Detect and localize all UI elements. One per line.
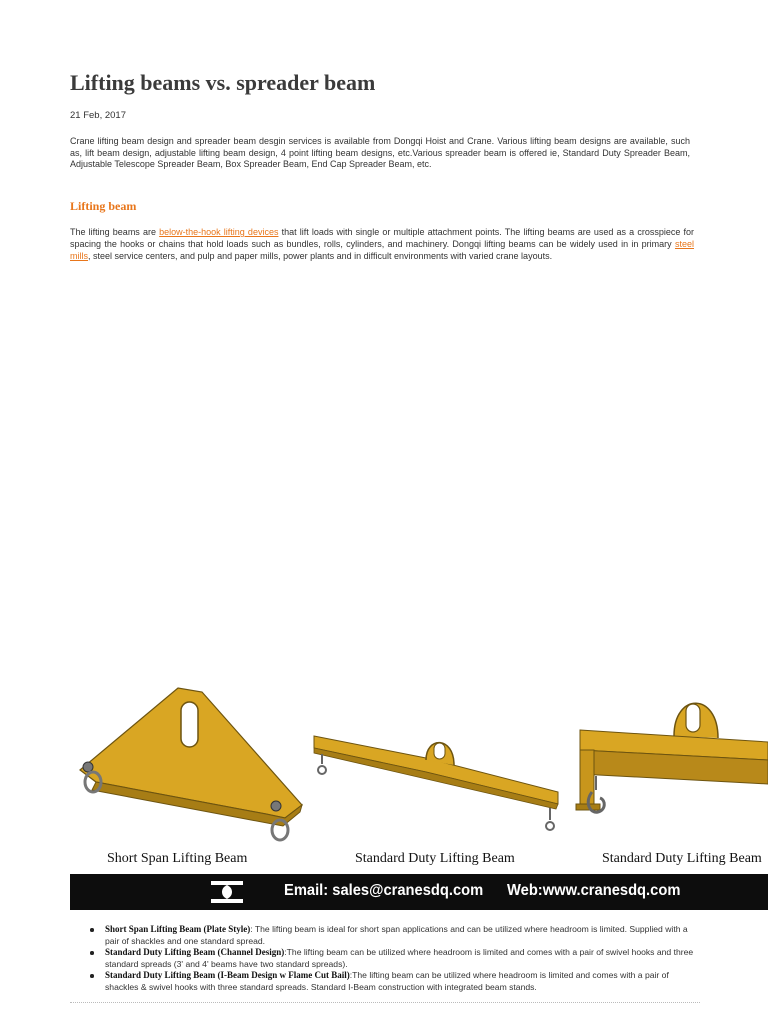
list-item-desc: : The lifting beam is ideal for short span applications and can be utilized where headroom is limited. Supplied with a pair of shackles and one standard spread. — [105, 924, 688, 946]
paragraph-text: , steel service centers, and pulp and paper mills, power plants and in difficult environments with varied crane layouts. — [88, 250, 553, 261]
short-span-beam-image — [80, 688, 302, 840]
lifting-beam-paragraph — [70, 227, 694, 263]
i-beam-image — [576, 703, 768, 812]
page-title: Lifting beams vs. spreader beam — [70, 70, 376, 95]
section-heading-lifting-beam: Lifting beam — [70, 199, 137, 213]
list-item — [70, 970, 700, 993]
paragraph-text: that lift loads with single or multiple attachment points. The lifting beams are used as a crosspiece for spacing the hooks or chains that hold loads such as bundles, rolls, cylinders, and machinery. Dongqi lifting beams can be widely used in in primary — [70, 227, 694, 249]
contact-email: Email: sales@cranesdq.com — [284, 882, 484, 899]
list-item — [70, 924, 700, 947]
contact-website: Web:www.cranesdq.com — [507, 882, 681, 899]
standard-duty-beam-image — [314, 736, 558, 830]
beam-type-list — [70, 924, 700, 1003]
list-item-title: Standard Duty Lifting Beam (Channel Design) — [105, 947, 285, 958]
company-logo-icon — [206, 877, 248, 907]
list-item-desc: :The lifting beam can be utilized where headroom is limited and comes with a pair of swivel hooks and three standard spreads (3' and 4' beams have two standard spreads). — [105, 947, 694, 969]
product-figure — [70, 680, 768, 912]
list-item-title: Short Span Lifting Beam (Plate Style) — [105, 924, 251, 934]
below-the-hook-link[interactable]: below-the-hook lifting devices — [159, 227, 279, 237]
caption-standard-duty: Standard Duty Lifting Beam — [355, 851, 515, 866]
paragraph-text: The lifting beams are — [70, 227, 160, 237]
intro-paragraph: Crane lifting beam design and spreader beam desgin services is available from Dongqi Hoist and Crane. Various lifting beam designs are available, such as, lift beam design, adjustable lifting beam design, 4 point lifting beam designs, etc.Various spreader beam is offered ie, Standard Duty Spreader Beam, Adjustable Telescope Spreader Beam, Box Spreader Beam, End Cap Spreader Beam, etc. — [70, 136, 690, 170]
steel-mills-link[interactable]: steel mills — [70, 238, 694, 261]
caption-standard-duty-i-beam: Standard Duty Lifting Beam — [602, 851, 762, 866]
caption-short-span: Short Span Lifting Beam — [107, 851, 248, 866]
list-item-title: Standard Duty Lifting Beam (I-Beam Design w Flame Cut Bail) — [105, 970, 350, 981]
post-date: 21 Feb, 2017 — [70, 110, 126, 121]
list-item — [70, 947, 700, 970]
list-item-desc: :The lifting beam can be utilized where headroom is limited and comes with a pair of shackles & swivel hooks with three standard spreads. Standard I-Beam construction with integrated beam stands. — [105, 970, 669, 992]
contact-banner — [70, 874, 768, 910]
